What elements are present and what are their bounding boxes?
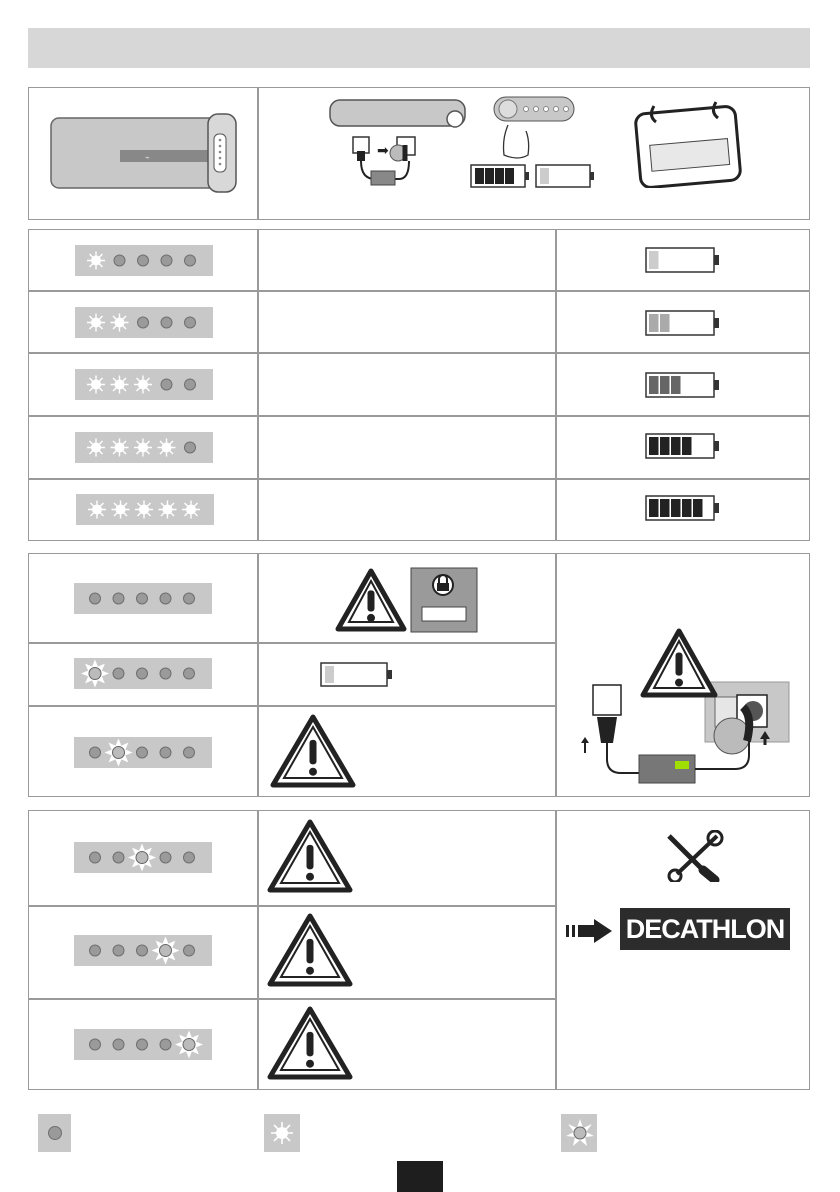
fault-leds bbox=[74, 935, 212, 966]
led-3 bbox=[134, 439, 152, 457]
led-2 bbox=[113, 852, 124, 863]
led-4 bbox=[159, 501, 177, 519]
led-1 bbox=[87, 314, 105, 332]
battery-level-icon bbox=[645, 247, 723, 275]
led-2 bbox=[111, 314, 129, 332]
led-4 bbox=[161, 379, 172, 390]
led-1 bbox=[90, 1039, 101, 1050]
led-2 bbox=[113, 1039, 124, 1050]
led-3 bbox=[137, 945, 148, 956]
fault-leds bbox=[74, 1029, 212, 1060]
led-3 bbox=[137, 1039, 148, 1050]
led-flashing-icon bbox=[565, 1118, 595, 1148]
warning-icon bbox=[270, 714, 356, 788]
led-5 bbox=[185, 317, 196, 328]
led-4 bbox=[160, 747, 171, 758]
warning-icon bbox=[267, 1006, 353, 1080]
led-4 bbox=[160, 668, 171, 679]
led-5 bbox=[184, 747, 195, 758]
charge-level-leds bbox=[75, 432, 213, 463]
led-4 bbox=[160, 593, 171, 604]
led-3 bbox=[135, 501, 153, 519]
led-5 bbox=[185, 379, 196, 390]
low-battery-icon bbox=[320, 662, 396, 688]
warning-icon bbox=[267, 819, 353, 893]
lock-icon bbox=[410, 567, 478, 633]
led-5 bbox=[185, 255, 196, 266]
led-4 bbox=[161, 255, 172, 266]
led-1 bbox=[90, 593, 101, 604]
fault-leds bbox=[74, 737, 212, 768]
charge-level-leds bbox=[76, 494, 214, 525]
page-number-tab bbox=[397, 1161, 443, 1192]
battery-pack-illustration bbox=[50, 112, 240, 194]
led-3 bbox=[138, 317, 149, 328]
led-3 bbox=[137, 747, 148, 758]
header-bar bbox=[28, 28, 810, 68]
led-4 bbox=[161, 317, 172, 328]
led-1 bbox=[90, 747, 101, 758]
led-3 bbox=[138, 255, 149, 266]
warning-icon bbox=[335, 568, 407, 632]
led-2 bbox=[114, 255, 125, 266]
led-5 bbox=[184, 945, 195, 956]
led-3 bbox=[134, 376, 152, 394]
warning-icon bbox=[267, 913, 353, 987]
led-2 bbox=[105, 739, 133, 767]
led-1 bbox=[88, 501, 106, 519]
led-4 bbox=[160, 852, 171, 863]
warning-icon bbox=[640, 628, 718, 698]
led-5 bbox=[175, 1031, 203, 1059]
fault-leds bbox=[74, 658, 212, 689]
svg-text:➡: ➡ bbox=[377, 143, 389, 159]
fault-leds bbox=[74, 842, 212, 873]
led-2 bbox=[111, 376, 129, 394]
led-2 bbox=[113, 945, 124, 956]
led-5 bbox=[185, 442, 196, 453]
led-3 bbox=[137, 593, 148, 604]
battery-level-icon bbox=[645, 433, 723, 461]
arrow-right-icon bbox=[566, 918, 614, 944]
led-4 bbox=[152, 937, 180, 965]
led-1 bbox=[87, 376, 105, 394]
led-4 bbox=[158, 439, 176, 457]
battery-level-icon bbox=[645, 495, 723, 523]
power-button-battery-indicator bbox=[468, 95, 598, 195]
led-2 bbox=[113, 593, 124, 604]
charge-level-leds bbox=[75, 245, 213, 276]
fault-leds bbox=[74, 583, 212, 614]
led-1 bbox=[87, 252, 105, 270]
led-1 bbox=[90, 852, 101, 863]
led-5 bbox=[184, 593, 195, 604]
led-off-icon bbox=[46, 1124, 64, 1142]
charging-connection-icon bbox=[325, 95, 470, 190]
charge-level-leds bbox=[75, 369, 213, 400]
battery-level-icon bbox=[645, 372, 723, 400]
led-1 bbox=[90, 945, 101, 956]
battery-level-icon bbox=[645, 310, 723, 338]
led-5 bbox=[182, 501, 200, 519]
calendar-icon bbox=[632, 98, 744, 188]
led-2 bbox=[111, 439, 129, 457]
led-2 bbox=[112, 501, 130, 519]
svg-text:⌁: ⌁ bbox=[145, 153, 150, 162]
led-5 bbox=[184, 852, 195, 863]
led-2 bbox=[113, 668, 124, 679]
tools-icon bbox=[663, 830, 725, 882]
led-3 bbox=[137, 668, 148, 679]
led-5 bbox=[184, 668, 195, 679]
brand-logo: DECATHLON bbox=[620, 908, 790, 950]
led-3 bbox=[128, 844, 156, 872]
led-1 bbox=[87, 439, 105, 457]
led-4 bbox=[160, 1039, 171, 1050]
led-1 bbox=[81, 660, 109, 688]
charge-level-leds bbox=[75, 307, 213, 338]
led-on-icon bbox=[270, 1121, 294, 1145]
